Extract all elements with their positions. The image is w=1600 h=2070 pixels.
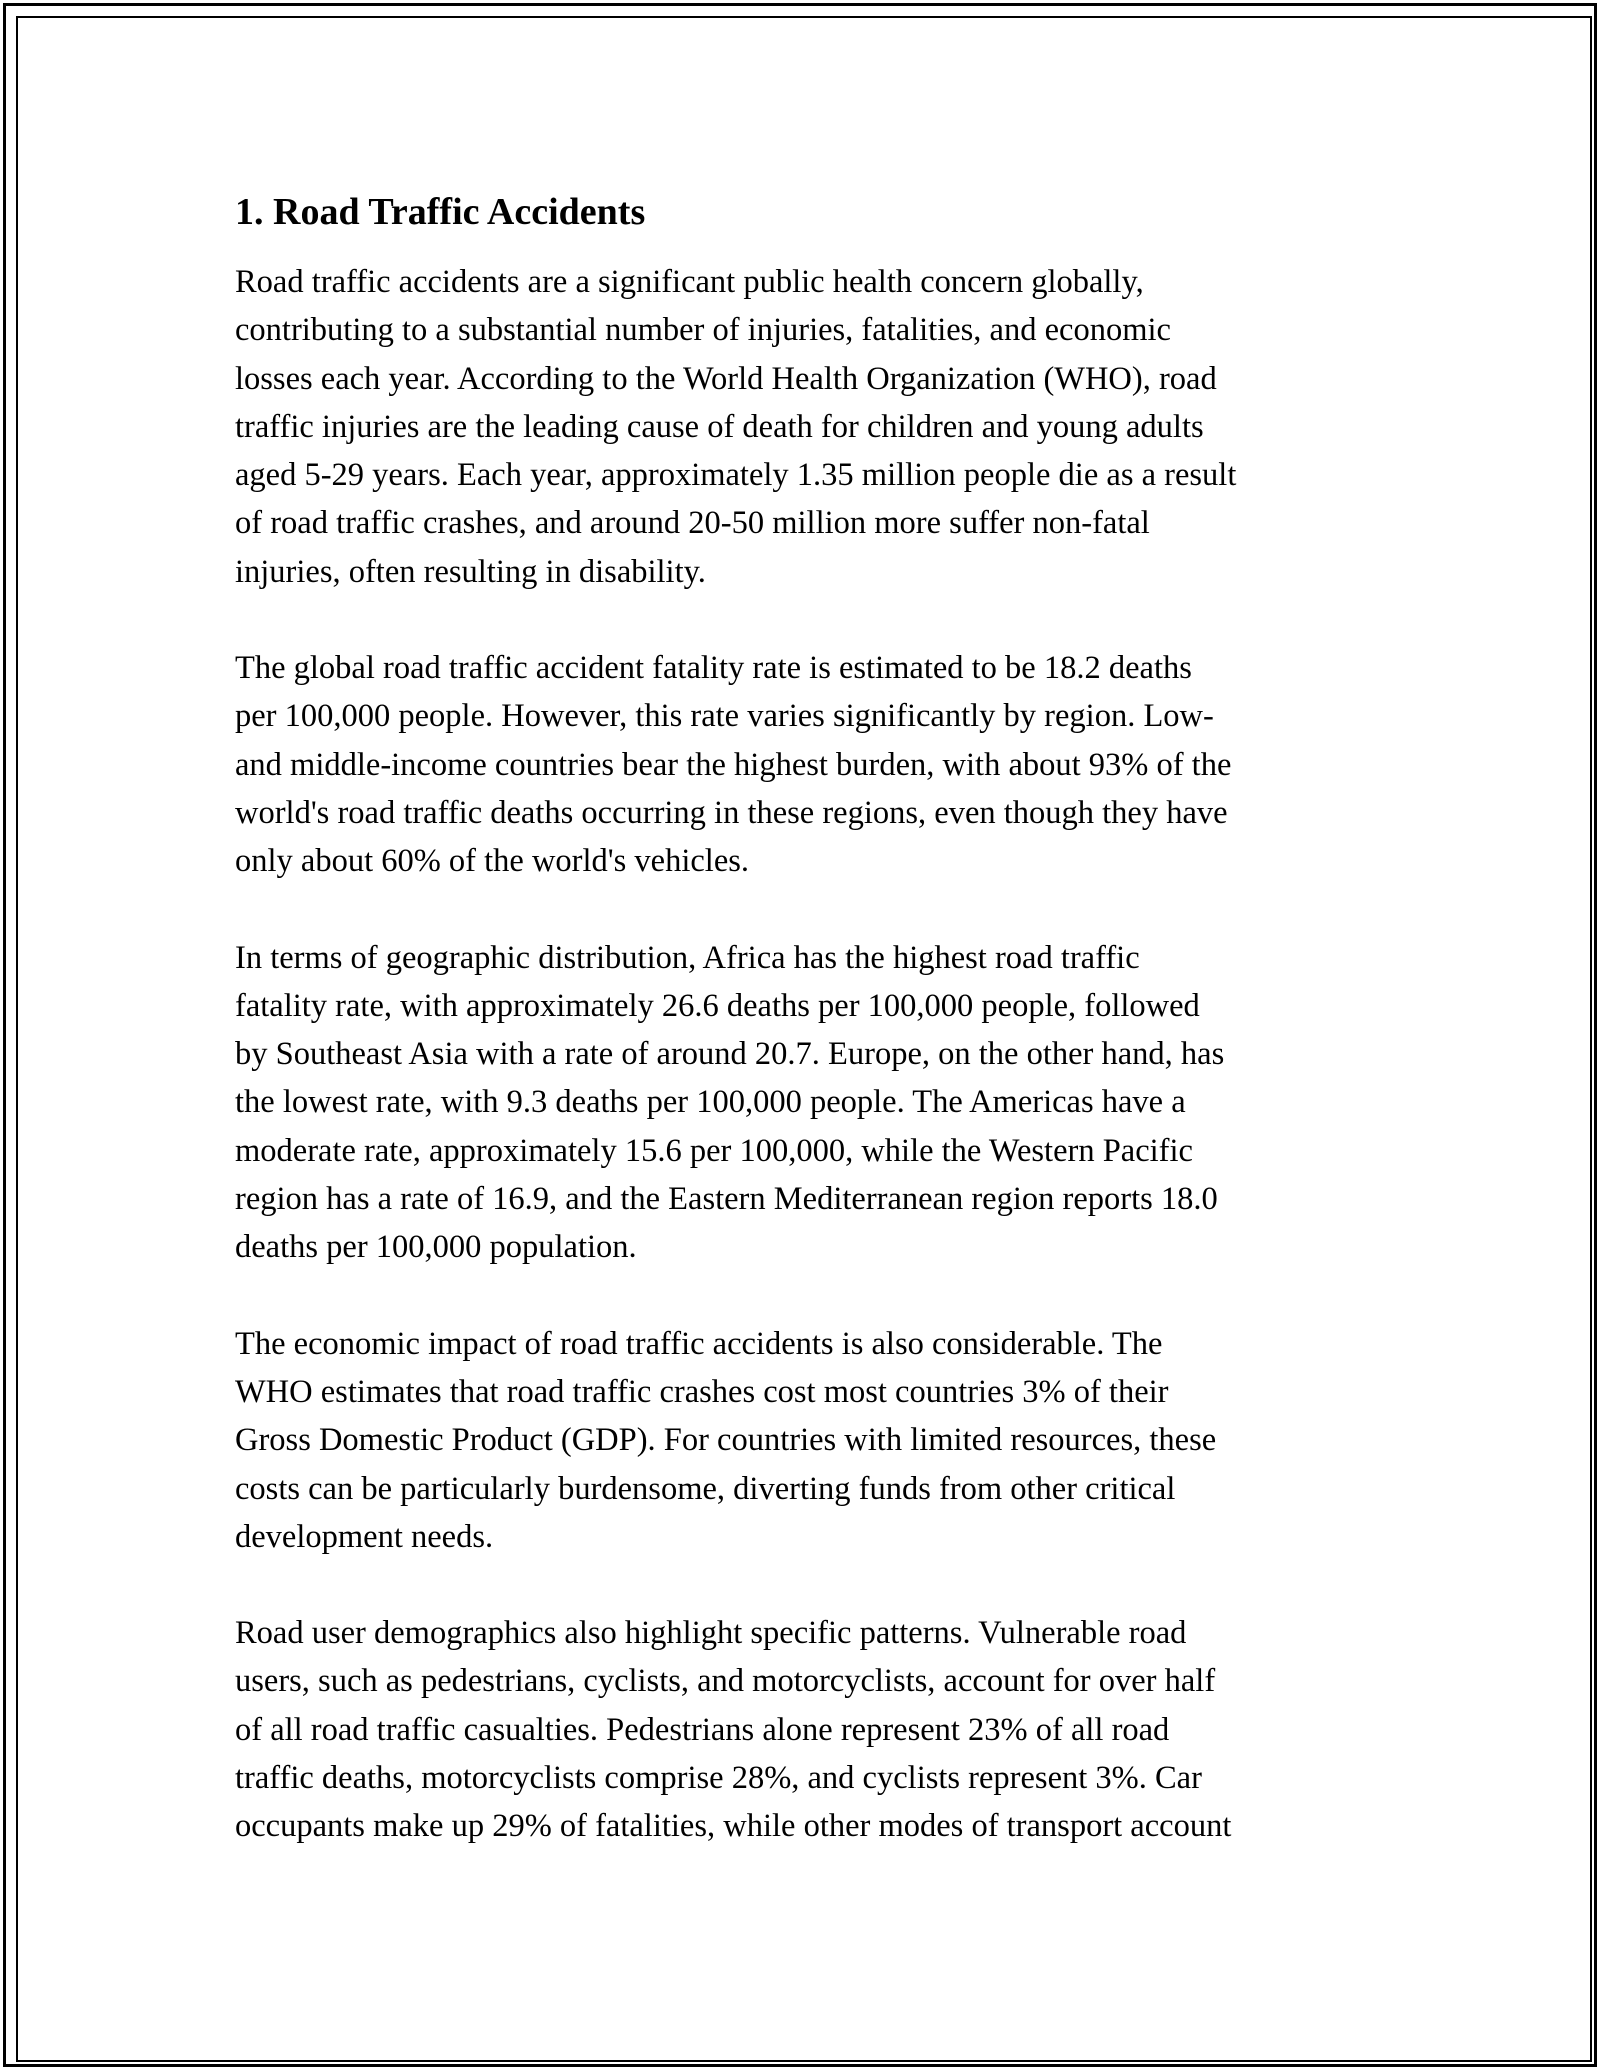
paragraph-overview: Road traffic accidents are a significant public health concern globally, contributing to a substantial number of injuries, fatalities, and economic losses each year. According to the World Health Organization (WHO), road traffic injuries are the leading cause of death for children and young adults aged 5-29 years. Each year, approximately 1.35 million people die as a result of road traffic crashes, and around 20-50 million more suffer non-fatal injuries, often resulting in disability.	[235, 264, 1237, 590]
paragraph-fatality-rate: The global road traffic accident fatality rate is estimated to be 18.2 deaths per 100,000 people. However, this rate varies significantly by region. Low- and middle-income countries bear the highest burden, with about 93% of the world's road traffic deaths occurring in these regions, even though they have only about 60% of the world's vehicles.	[235, 650, 1232, 880]
document-body	[235, 186, 1375, 1899]
paragraph-road-user-demographics: Road user demographics also highlight specific patterns. Vulnerable road users, such as pedestrians, cyclists, and motorcyclists, account for over half of all road traffic casualties. Pedestrians alone represent 23% of all road traffic deaths, motorcyclists comprise 28%, and cyclists represent 3%. Car occupants make up 29% of fatalities, while other modes of transport account	[235, 1615, 1232, 1845]
paragraph-economic-impact: The economic impact of road traffic accidents is also considerable. The WHO estimates that road traffic crashes cost most countries 3% of their Gross Domestic Product (GDP). For countries with limited resources, these costs can be particularly burdensome, diverting funds from other critical development needs.	[235, 1325, 1217, 1555]
paragraph-geographic-distribution: In terms of geographic distribution, Africa has the highest road traffic fatality rate, with approximately 26.6 deaths per 100,000 people, followed by Southeast Asia with a rate of around 20.7. Europe, on the other hand, has the lowest rate, with 9.3 deaths per 100,000 people. The Americas have a moderate rate, approximately 15.6 per 100,000, while the Western Pacific region has a rate of 16.9, and the Eastern Mediterranean region reports 18.0 deaths per 100,000 population.	[235, 939, 1225, 1266]
section-heading: 1. Road Traffic Accidents	[235, 191, 646, 233]
